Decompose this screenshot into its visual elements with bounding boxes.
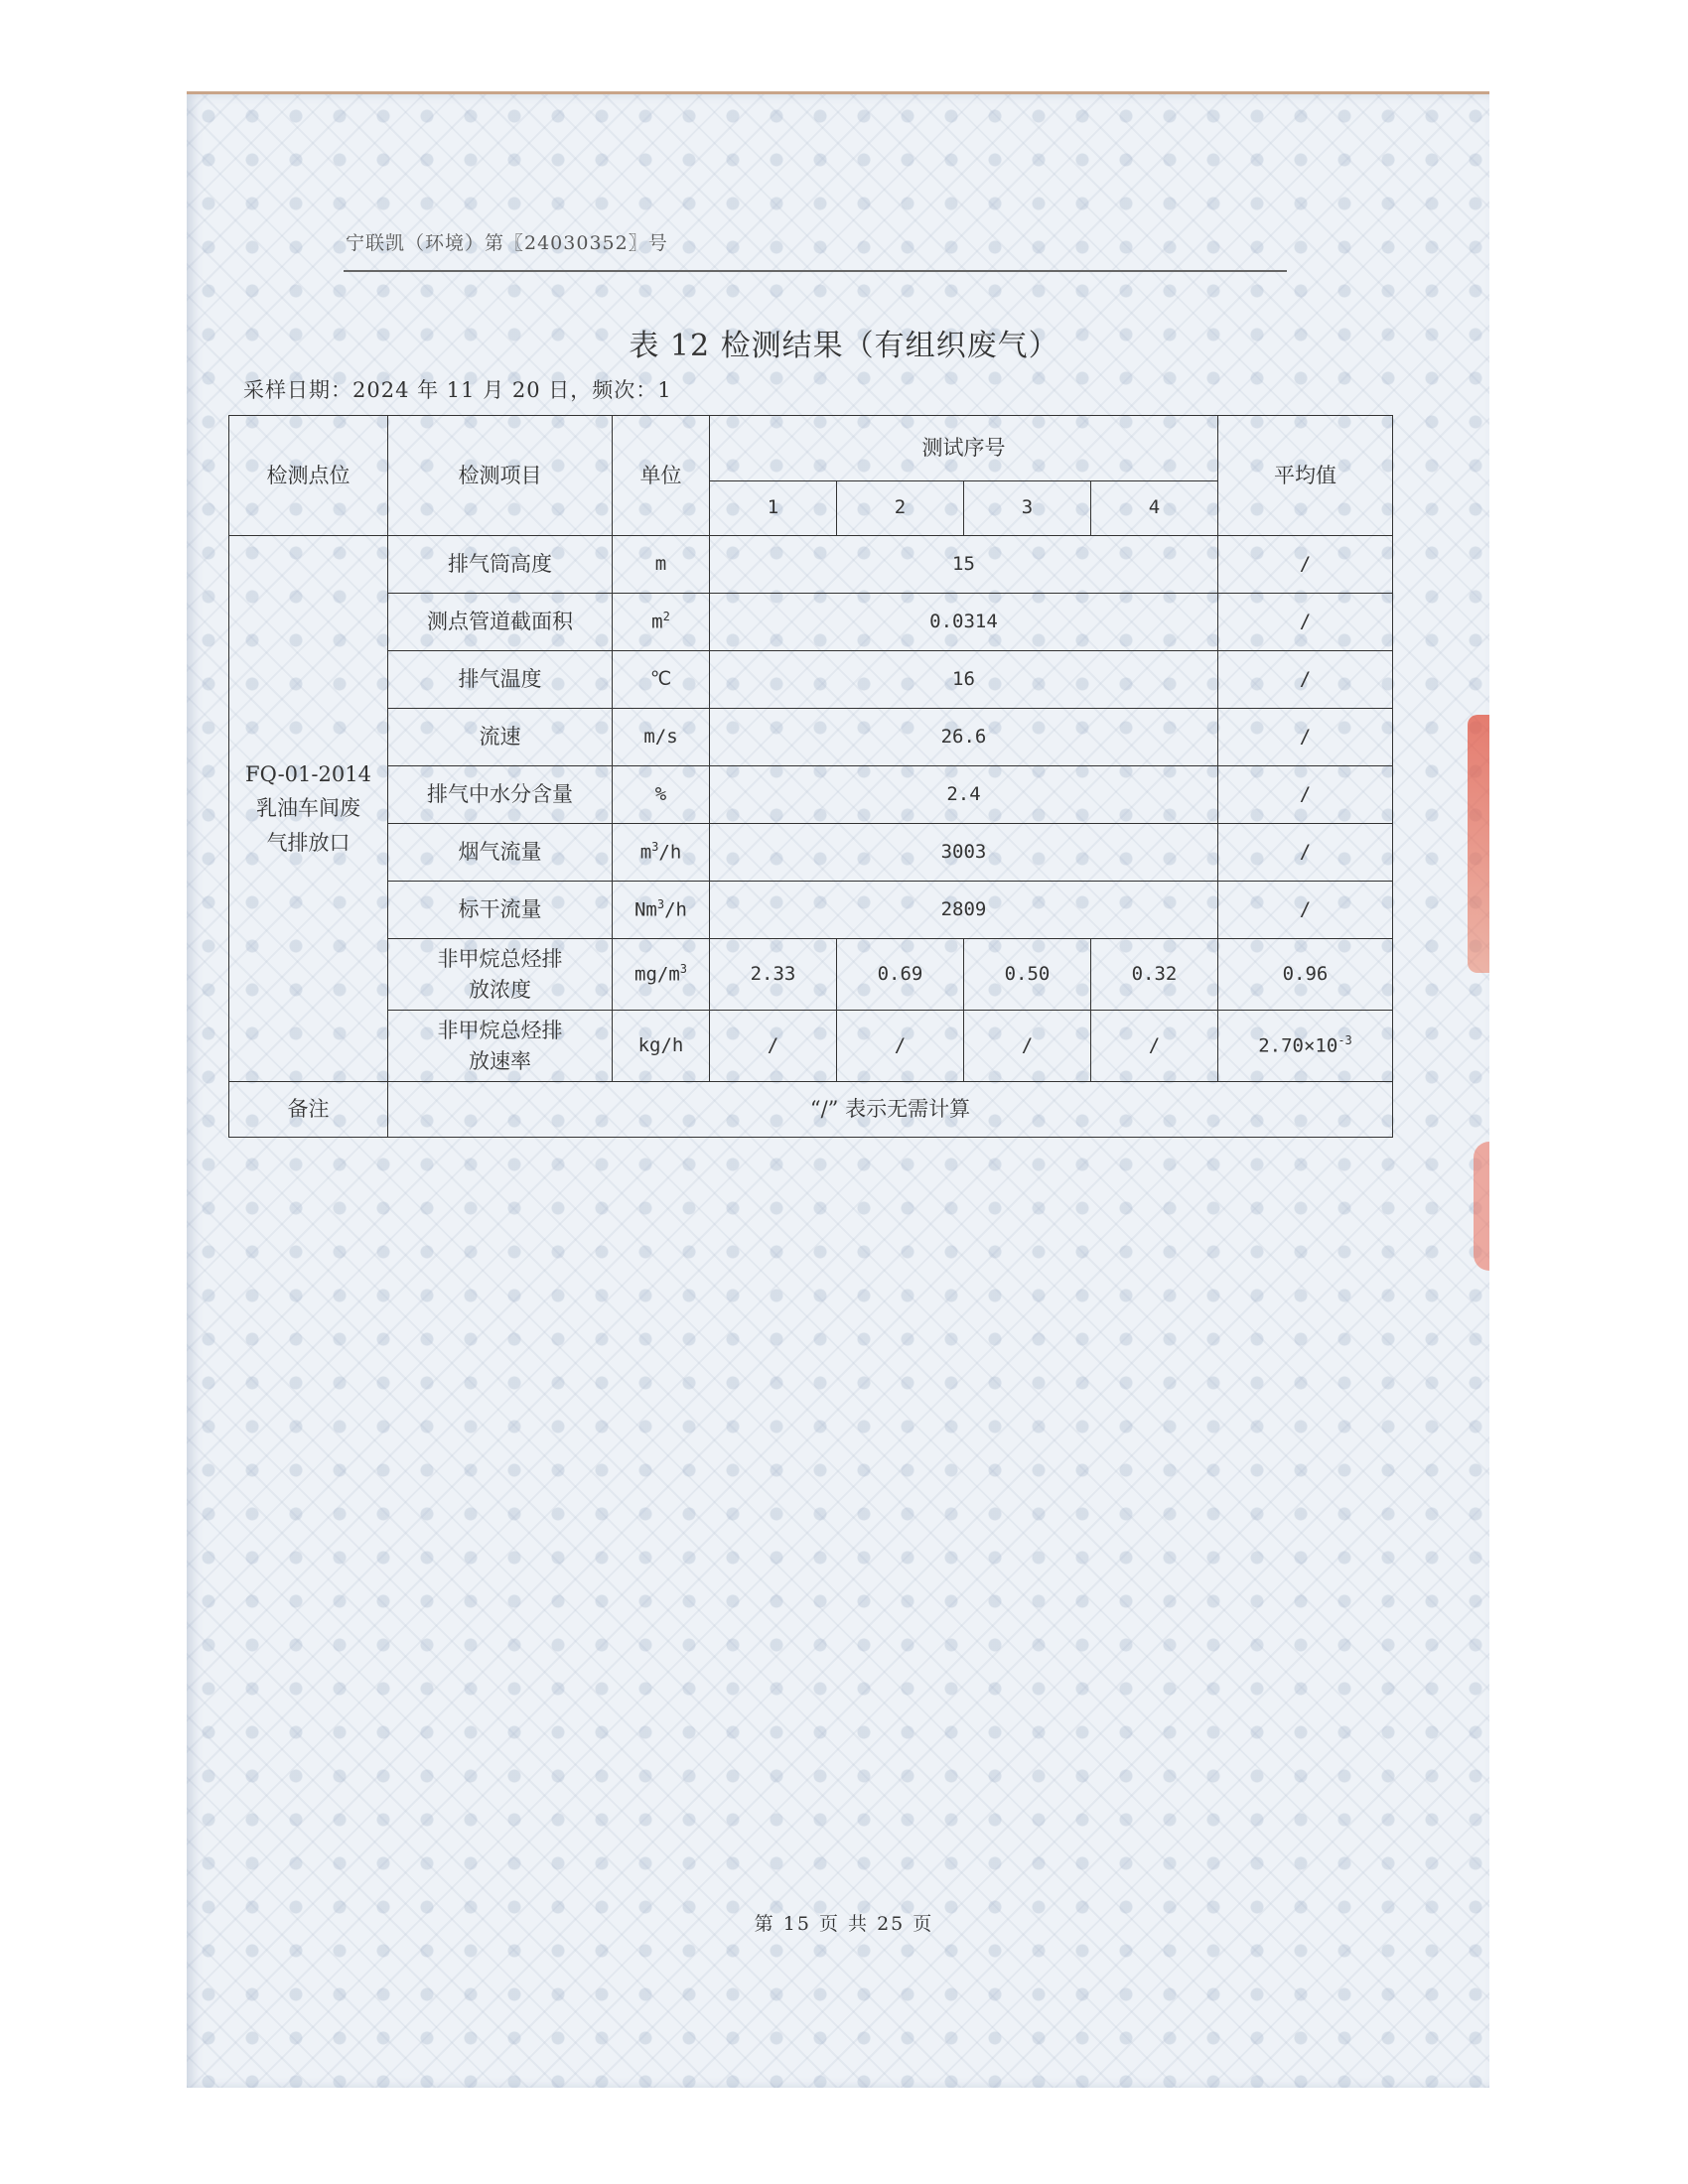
header-seq-3: 3 <box>964 481 1091 536</box>
unit-cell <box>613 939 710 1011</box>
point-label <box>229 536 388 1082</box>
unit-tail: /h <box>658 840 682 863</box>
average-cell: / <box>1218 594 1393 651</box>
unit-base: m <box>651 610 663 632</box>
page-suffix: 页 <box>913 1913 934 1935</box>
results-table <box>228 415 1393 1138</box>
unit-sup: 3 <box>656 896 665 911</box>
table-row <box>229 1011 1393 1082</box>
item-cell: 测点管道截面积 <box>388 594 613 651</box>
item-cell: 标干流量 <box>388 882 613 939</box>
remark-label: 备注 <box>229 1082 388 1138</box>
value-cell: 0.0314 <box>710 594 1218 651</box>
sample-info: 采样日期：2024 年 11 月 20 日，频次：1 <box>243 378 672 402</box>
item-cell: 流速 <box>388 709 613 766</box>
average-cell: / <box>1218 651 1393 709</box>
item-cell: 排气中水分含量 <box>388 766 613 824</box>
table-row <box>229 709 1393 766</box>
value-cell: / <box>964 1011 1091 1082</box>
unit-sup: 3 <box>651 839 659 854</box>
average-cell: / <box>1218 536 1393 594</box>
value-cell: 15 <box>710 536 1218 594</box>
unit-cell <box>613 594 710 651</box>
average-cell: / <box>1218 709 1393 766</box>
table-row <box>229 536 1393 594</box>
value-cell: / <box>1091 1011 1218 1082</box>
value-cell: 0.50 <box>964 939 1091 1011</box>
value-cell: 26.6 <box>710 709 1218 766</box>
unit-sup: 2 <box>662 609 670 623</box>
value-cell: 0.32 <box>1091 939 1218 1011</box>
unit-cell: kg/h <box>613 1011 710 1082</box>
item-cell: 非甲烷总烃排放速率 <box>388 1011 613 1082</box>
unit-sup: 3 <box>679 961 687 976</box>
unit-base: m <box>639 840 652 863</box>
remark-row <box>229 1082 1393 1138</box>
table-row <box>229 882 1393 939</box>
unit-tail: /h <box>664 897 687 920</box>
value-cell: 0.69 <box>837 939 964 1011</box>
header-seq-2: 2 <box>837 481 964 536</box>
red-seal-edge <box>1468 715 1489 973</box>
item-cell: 烟气流量 <box>388 824 613 882</box>
value-cell: 3003 <box>710 824 1218 882</box>
table-row <box>229 651 1393 709</box>
header-test-seq: 测试序号 <box>710 416 1218 481</box>
value-cell: 16 <box>710 651 1218 709</box>
header-seq-4: 4 <box>1091 481 1218 536</box>
value-cell: / <box>710 1011 837 1082</box>
average-cell: / <box>1218 824 1393 882</box>
page-total: 25 <box>877 1913 906 1935</box>
red-seal-edge-lower <box>1474 1142 1489 1271</box>
header-item: 检测项目 <box>388 416 613 536</box>
average-base: 2.70×10 <box>1258 1033 1338 1056</box>
unit-cell <box>613 882 710 939</box>
table-row <box>229 766 1393 824</box>
unit-cell: % <box>613 766 710 824</box>
page-number <box>0 1909 1688 1936</box>
page-prefix: 第 <box>754 1913 775 1935</box>
point-label-text: FQ-01-2014 乳油车间废 气排放口 <box>245 761 371 855</box>
average-cell: / <box>1218 882 1393 939</box>
header-unit: 单位 <box>613 416 710 536</box>
table-row <box>229 939 1393 1011</box>
table-row <box>229 594 1393 651</box>
unit-cell: m/s <box>613 709 710 766</box>
unit-base: Nm <box>633 897 657 920</box>
unit-cell <box>613 824 710 882</box>
item-cell: 排气温度 <box>388 651 613 709</box>
table-title: 表 12 检测结果（有组织废气） <box>629 329 1059 363</box>
average-cell: 0.96 <box>1218 939 1393 1011</box>
remark-text: “/” 表示无需计算 <box>388 1082 1393 1138</box>
header-point: 检测点位 <box>229 416 388 536</box>
average-cell: / <box>1218 766 1393 824</box>
report-number: 宁联凯（环境）第〖24030352〗号 <box>346 232 668 254</box>
item-cell: 排气筒高度 <box>388 536 613 594</box>
item-cell: 非甲烷总烃排放浓度 <box>388 939 613 1011</box>
value-cell: 2809 <box>710 882 1218 939</box>
page-mid: 页 共 <box>818 1913 870 1935</box>
unit-base: mg/m <box>634 962 680 985</box>
average-cell <box>1218 1011 1393 1082</box>
value-cell: 2.4 <box>710 766 1218 824</box>
header-average: 平均值 <box>1218 416 1393 536</box>
table-row <box>229 824 1393 882</box>
page-current: 15 <box>782 1913 811 1935</box>
value-cell: / <box>837 1011 964 1082</box>
value-cell: 2.33 <box>710 939 837 1011</box>
header-rule <box>344 270 1287 272</box>
average-sup: -3 <box>1337 1032 1352 1047</box>
unit-cell: ℃ <box>613 651 710 709</box>
unit-cell: m <box>613 536 710 594</box>
header-seq-1: 1 <box>710 481 837 536</box>
